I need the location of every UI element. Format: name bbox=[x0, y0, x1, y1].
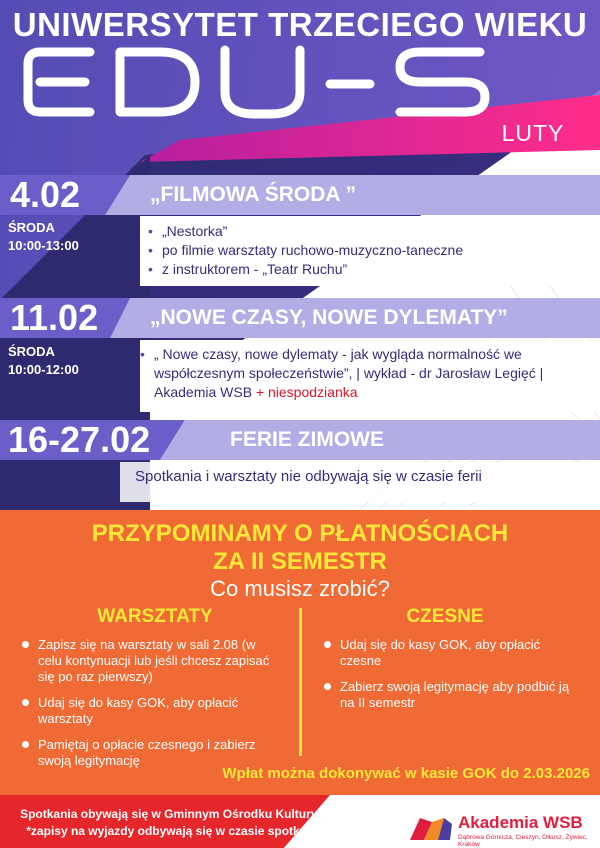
wsb-logo-text: Akademia WSB bbox=[458, 813, 583, 832]
event-bullet bbox=[140, 345, 595, 402]
event-day-1: ŚRODA bbox=[8, 220, 55, 235]
event-title-2: „NOWE CZASY, NOWE DYLEMATY” bbox=[150, 306, 508, 329]
month-label: LUTY bbox=[501, 120, 565, 146]
event-line: Akademia WSB bbox=[154, 384, 253, 400]
event-list-2 bbox=[140, 345, 595, 402]
event-line: współczesnym społeczeństwie”, | wykład - dr Jarosław Legięć | bbox=[154, 365, 544, 381]
payment-title-line: PRZYPOMINAMY O PŁATNOŚCIACH bbox=[91, 520, 509, 547]
event-line: „ Nowe czasy, nowe dylematy - jak wygląda normalność we bbox=[154, 346, 522, 362]
surprise-label: + niespodzianka bbox=[255, 384, 358, 400]
footer-line: *zapisy na wyjazdy odbywają się w czasie spotkań bbox=[26, 824, 314, 838]
workshops-item: Pamiętaj o opłacie czesnego i zabierz swoją legitymację bbox=[20, 737, 280, 769]
event-day-2: ŚRODA bbox=[8, 344, 55, 359]
workshops-item: Udaj się do kasy GOK, aby opłacić warsztaty bbox=[20, 695, 280, 727]
wsb-logo-cities: Dąbrowa Górnicza, Cieszyn, Olkusz, Żywiec, Kraków bbox=[458, 834, 588, 848]
workshops-item: Zapisz się na warsztaty w sali 2.08 (w celu kontynuacji lub jeśli chcesz zapisać się po raz pierwszy) bbox=[20, 637, 280, 685]
footer-line: Spotkania obywają się w Gminnym Ośrodku Kultury, bbox=[20, 807, 320, 821]
event-time-1: 10:00-13:00 bbox=[8, 238, 79, 253]
payment-subtitle: Co musisz zrobić? bbox=[210, 576, 390, 601]
column-divider bbox=[299, 608, 302, 756]
workshops-heading: WARSZTATY bbox=[97, 606, 213, 627]
event-bullet: • po filmie warsztaty ruchowo-muzyczno-taneczne bbox=[148, 241, 588, 260]
workshops-list bbox=[20, 637, 280, 779]
payment-deadline: Wpłat można dokonywać w kasie GOK do 2.03.2026 bbox=[222, 765, 590, 782]
footer-text bbox=[10, 806, 330, 840]
event-bullet: • „Nestorka” bbox=[148, 222, 588, 241]
payment-title-line: ZA II SEMESTR bbox=[213, 548, 387, 575]
event-date-1: 4.02 bbox=[10, 174, 81, 215]
event-title-1: „FILMOWA ŚRODA ” bbox=[150, 183, 357, 206]
edu-s-logo bbox=[20, 42, 560, 122]
payment-title bbox=[0, 520, 600, 576]
tuition-heading: CZESNE bbox=[406, 606, 484, 627]
tuition-item: Zabierz swoją legitymację aby podbić ją na II semestr bbox=[322, 679, 584, 711]
event-title-3: FERIE ZIMOWE bbox=[230, 428, 384, 451]
tuition-item: Udaj się do kasy GOK, aby opłacić czesne bbox=[322, 637, 584, 669]
ferie-note: Spotkania i warsztaty nie odbywają się w czasie ferii bbox=[135, 468, 482, 485]
event-list-1 bbox=[148, 222, 588, 279]
event-bullet: • z instruktorem - „Teatr Ruchu” bbox=[148, 260, 588, 279]
wsb-logo-icon bbox=[408, 812, 454, 842]
event-time-2: 10:00-12:00 bbox=[8, 362, 79, 377]
tuition-list bbox=[322, 637, 584, 721]
university-title: UNIWERSYTET TRZECIEGO WIEKU bbox=[12, 6, 588, 43]
event-date-2: 11.02 bbox=[10, 297, 99, 338]
event-date-3: 16-27.02 bbox=[8, 419, 151, 460]
